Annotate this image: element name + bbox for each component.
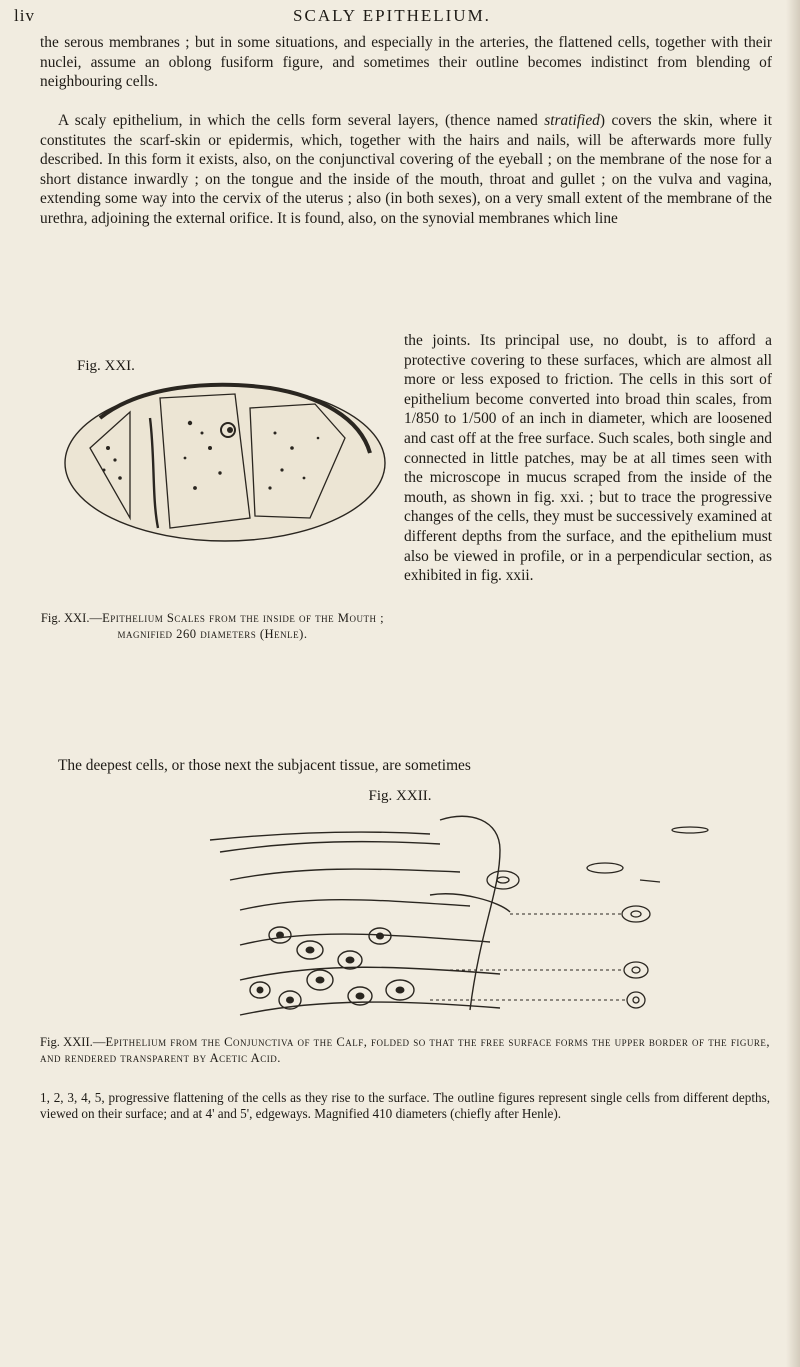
paragraph-right-column: the joints. Its principal use, no doubt, is to afford a protective covering to these surfaces, which are almost all more or less exposed to friction. The cells in this sort of epithelium become converted into broad thin scales, from 1/850 to 1/500 of an inch in diameter, which are loosened and cast off at the free surface. Such scales, both single and connected in little patches, may be at all times seen with the microscope in mucus scraped from the inside of the mouth, as shown in fig. xxi. ; but to trace the progressive changes of the cells, they must be successively examined at different depths from the surface, and the epithelium must also be viewed in profile, or in a perpendicular section, as exhibited in fig. xxii.: [404, 332, 772, 585]
figure-21-caption: Fig. XXI.—Epithelium Scales from the inside of the Mouth ; magnified 260 diameters (Henle).: [40, 611, 385, 641]
running-head: [14, 6, 770, 30]
paragraph-2: [40, 111, 772, 229]
paragraph-2-text: A scaly epithelium, in which the cells form several layers, (thence named stratified) covers the skin, where it constitutes the scarf-skin or epidermis, which, together with the hairs and nails, will be afterwards more fully described. In this form it exists, also, on the conjunctival covering of the eyeball ; on the membrane of the nose for a short distance inwardly ; on the tongue and the inside of the mouth, throat and gullet ; on the vulva and vagina, extending some way into the cervix of the uterus ; also (in both sexes), on a very small extent of the membrane of the urethra, adjoining the external orifice. It is found, also, on the synovial membranes which line: [40, 112, 772, 227]
paragraph-1: the serous membranes ; but in some situations, and especially in the arteries, the flattened cells, together with their nuclei, assume an oblong fusiform figure, and sometimes their outline becomes indistinct from blending of neighbouring cells.: [40, 34, 772, 91]
paragraph-3: The deepest cells, or those next the subjacent tissue, are sometimes: [58, 757, 471, 774]
fraction-1: 1/850: [404, 410, 440, 428]
page-number: liv: [14, 6, 35, 25]
figure-22-caption: Fig. XXII.—Epithelium from the Conjunctiva of the Calf, folded so that the free surface forms the upper border of the figure, and rendered transparent by Acetic Acid.: [40, 1035, 770, 1066]
figure-22-epithelium-illustration: [200, 810, 760, 1025]
figure-21-label: Fig. XXI.: [77, 358, 135, 374]
figure-21-scales-illustration: [60, 378, 390, 548]
running-title: SCALY EPITHELIUM.: [293, 6, 491, 25]
fraction-2: 1/500: [461, 410, 497, 428]
page-edge-shadow: [786, 0, 800, 1367]
figure-22-legend: 1, 2, 3, 4, 5, progressive flattening of the cells as they rise to the surface. The outline figures represent single cells from different depths, viewed on their surface; and at 4' and 5', edgeways. Magnified 410 diameters (chiefly after Henle).: [40, 1090, 770, 1122]
figure-22-label: Fig. XXII.: [368, 788, 432, 804]
